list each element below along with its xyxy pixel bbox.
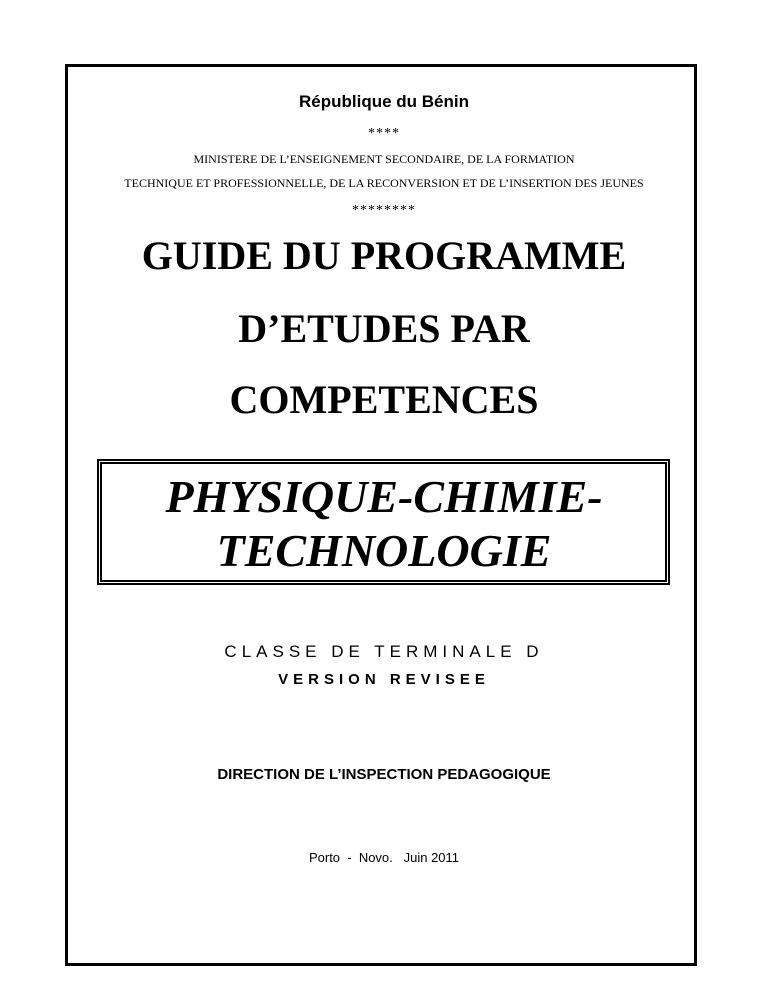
- subject-title-line-1: PHYSIQUE-CHIMIE-: [165, 471, 603, 522]
- ministry-line-1: MINISTERE DE L’ENSEIGNEMENT SECONDAIRE, DE LA FORMATION: [193, 152, 575, 166]
- direction-name: DIRECTION DE L’INSPECTION PEDAGOGIQUE: [217, 766, 551, 783]
- ministry-line-2: TECHNIQUE ET PROFESSIONNELLE, DE LA RECONVERSION ET DE L’INSERTION DES JEUNES: [124, 176, 644, 190]
- version-label: VERSION REVISEE: [278, 671, 490, 688]
- document-title-line-1: GUIDE DU PROGRAMME: [141, 233, 627, 278]
- separator-short: ****: [368, 126, 400, 141]
- class-level: CLASSE DE TERMINALE D: [224, 642, 544, 661]
- place-and-date: Porto - Novo. Juin 2011: [308, 850, 460, 865]
- document-title-line-2: D’ETUDES PAR: [238, 306, 530, 351]
- separator-long: ********: [352, 203, 416, 218]
- country-name: République du Bénin: [299, 92, 469, 111]
- document-title-line-3: COMPETENCES: [229, 377, 539, 422]
- subject-title-line-2: TECHNOLOGIE: [216, 525, 552, 576]
